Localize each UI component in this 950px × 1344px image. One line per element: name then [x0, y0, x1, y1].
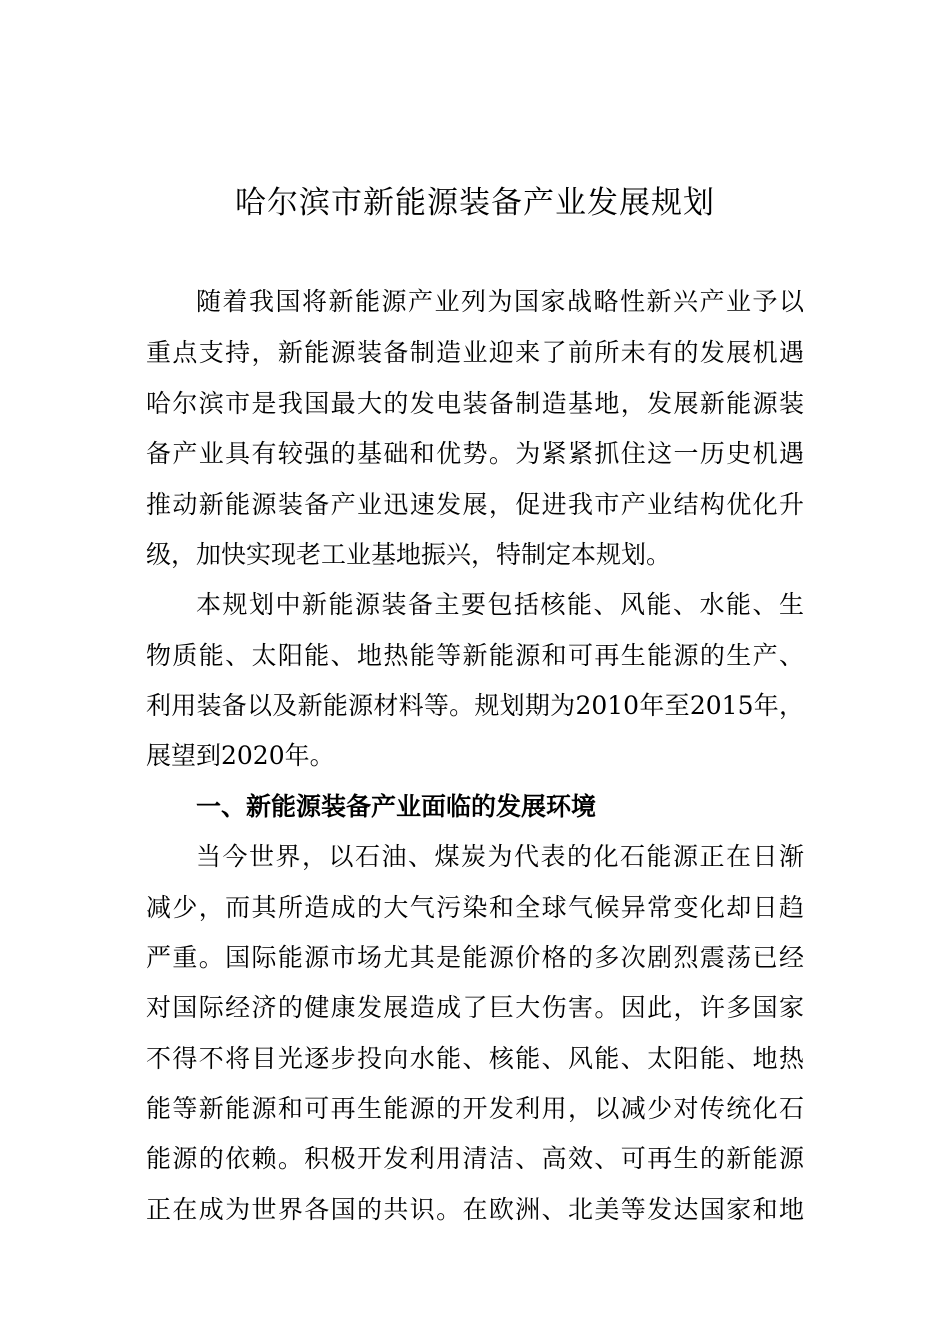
document-title: 哈尔滨市新能源装备产业发展规划	[235, 185, 715, 221]
body-line: 本规划中新能源装备主要包括核能、风能、水能、生	[196, 590, 804, 619]
body-line: 重点支持，新能源装备制造业迎来了前所未有的发展机遇	[146, 338, 804, 367]
body-line: 推动新能源装备产业迅速发展，促进我市产业结构优化升	[146, 490, 804, 519]
body-line: 不得不将目光逐步投向水能、核能、风能、太阳能、地热	[146, 1044, 804, 1073]
body-line: 物质能、太阳能、地热能等新能源和可再生能源的生产、	[146, 641, 804, 670]
body-line: 展望到2020年。	[146, 741, 335, 770]
body-line: 随着我国将新能源产业列为国家战略性新兴产业予以	[196, 287, 804, 316]
body-line: 能源的依赖。积极开发利用清洁、高效、可再生的新能源	[146, 1144, 804, 1173]
body-line: 级，加快实现老工业基地振兴，特制定本规划。	[146, 540, 672, 569]
body-line: 严重。国际能源市场尤其是能源价格的多次剧烈震荡已经	[146, 943, 804, 972]
body-line: 正在成为世界各国的共识。在欧洲、北美等发达国家和地	[146, 1195, 804, 1224]
body-line: 减少，而其所造成的大气污染和全球气候异常变化却日趋	[146, 893, 804, 922]
section-heading: 一、新能源装备产业面临的发展环境	[196, 792, 597, 821]
body-line: 能等新能源和可再生能源的开发利用，以减少对传统化石	[146, 1094, 804, 1123]
body-line: 哈尔滨市是我国最大的发电装备制造基地，发展新能源装	[146, 389, 804, 418]
body-line: 利用装备以及新能源材料等。规划期为2010年至2015年，	[146, 691, 804, 720]
body-line: 对国际经济的健康发展造成了巨大伤害。因此，许多国家	[146, 993, 804, 1022]
body-line: 当今世界，以石油、煤炭为代表的化石能源正在日渐	[196, 842, 804, 871]
body-line: 备产业具有较强的基础和优势。为紧紧抓住这一历史机遇	[146, 439, 804, 468]
